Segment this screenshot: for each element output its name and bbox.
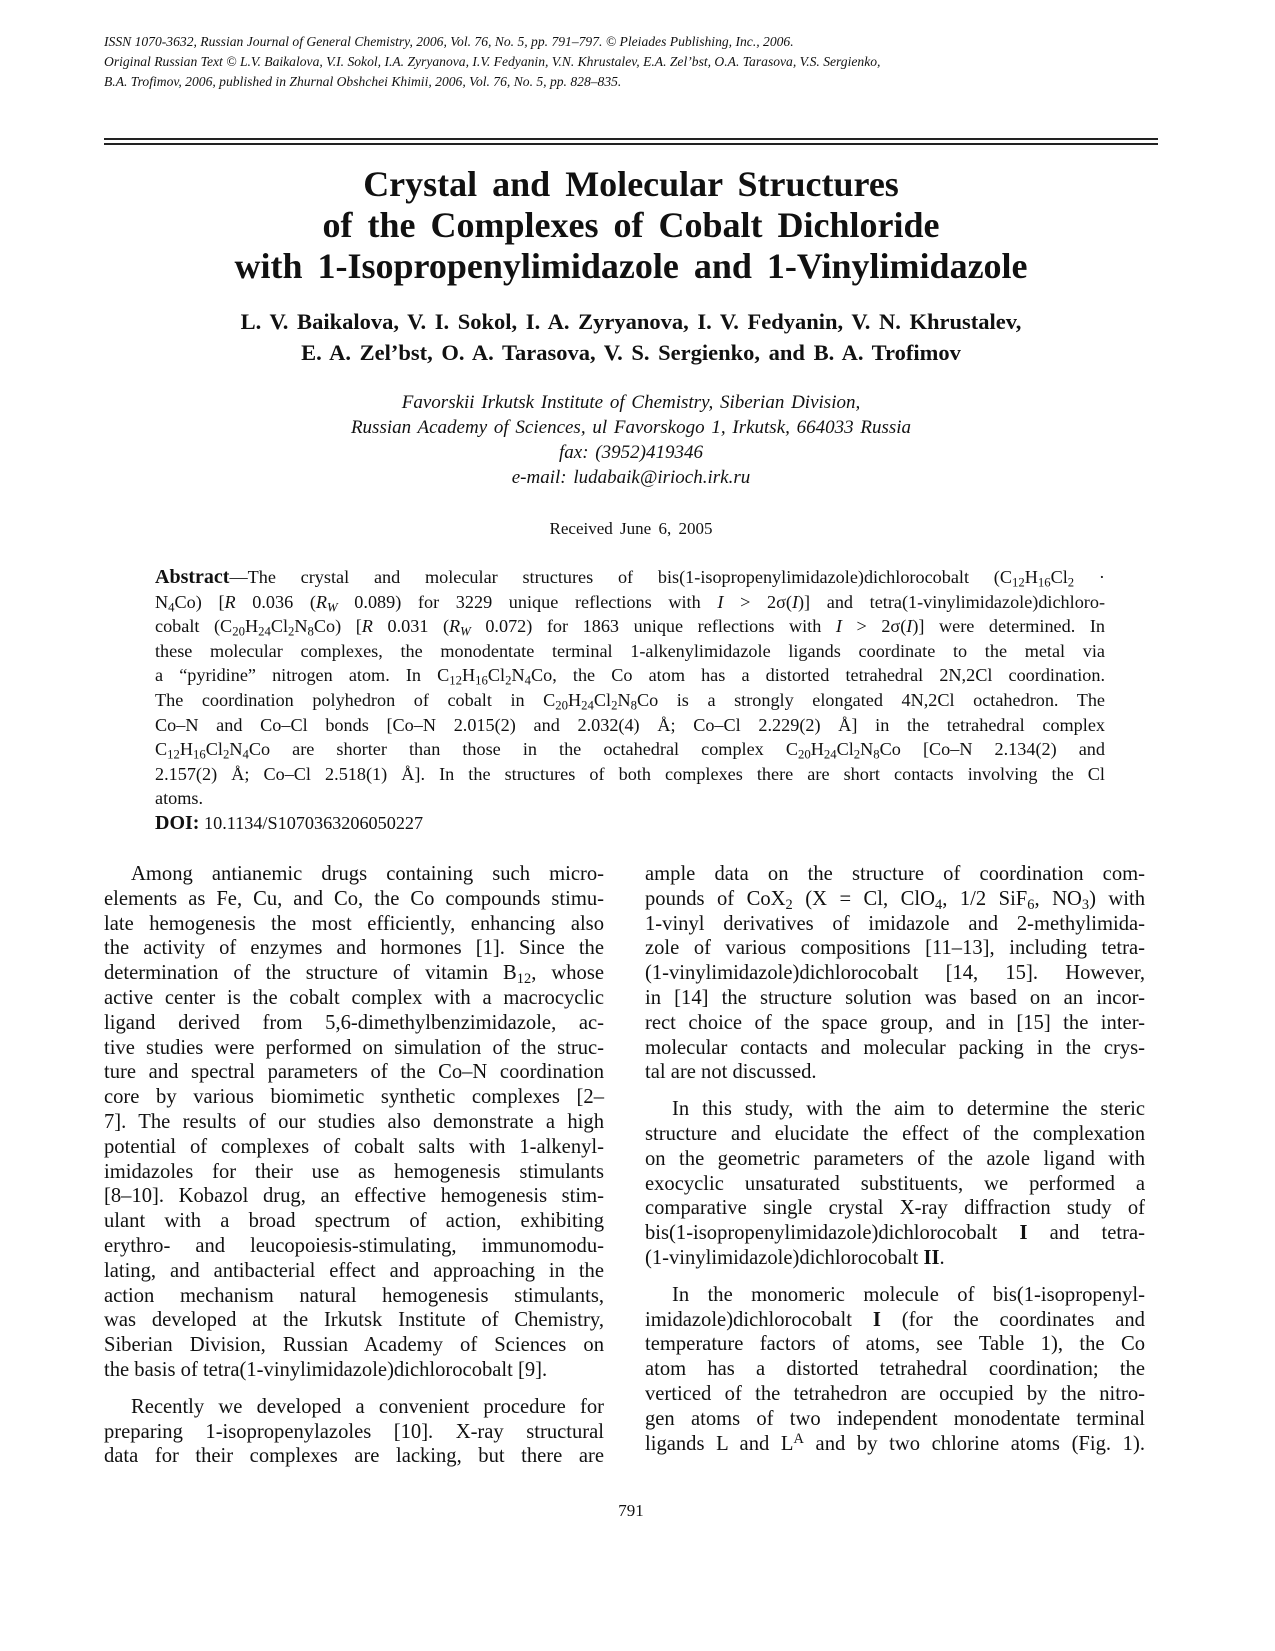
body-line: Recently we developed a convenient procedure for	[131, 1395, 604, 1418]
title-line-3: with 1-Isopropenylimidazole and 1-Vinylimidazole	[234, 246, 1028, 286]
affiliation-line-1: Favorskii Irkutsk Institute of Chemistry, Siberian Division,	[401, 392, 861, 413]
body-line: on the geometric parameters of the azole ligand with	[645, 1147, 1145, 1170]
body-line: data for their complexes are lacking, but there are	[104, 1445, 604, 1468]
running-header	[104, 32, 1158, 92]
paragraph-gap	[645, 1271, 1145, 1283]
authors-line-1: L. V. Baikalova, V. I. Sokol, I. A. Zyryanova, I. V. Fedyanin, V. N. Khrustalev,	[240, 309, 1022, 334]
doi-value: 10.1134/S1070363206050227	[204, 812, 424, 833]
abstract-line: $C_{12}H_{16}Cl_2N_4Co$ are shorter than those in the octahedral complex $C_{20}H_{24}Cl_2N_8Co$ [Co–N 2.134(2) and	[155, 739, 1105, 762]
body-line: potential of complexes of cobalt salts with 1-alkenyl-	[104, 1135, 604, 1158]
body-line: lating, and antibacterial effect and approaching in the	[104, 1259, 604, 1282]
body-line: Among antianemic drugs containing such micro-	[131, 863, 604, 885]
body-line: 7]. The results of our studies also demonstrate a high	[104, 1110, 604, 1133]
body-line: gen atoms of two independent monodentate terminal	[645, 1407, 1145, 1430]
body-line: structure and elucidate the effect of the complexation	[645, 1122, 1145, 1145]
body-line: ture and spectral parameters of the Co–N coordination	[104, 1061, 604, 1084]
abstract-line: these molecular complexes, the monodentate terminal 1-alkenylimidazole ligands coordinate to the metal via	[155, 640, 1105, 661]
body-line: preparing 1-isopropenylazoles [10]. X-ray structural	[104, 1420, 604, 1443]
header-line-3: B.A. Trofimov, 2006, published in Zhurnal Obshchei Khimii, 2006, Vol. 76, No. 5, pp. 828–835.	[104, 74, 622, 89]
body-line: rect choice of the space group, and in [15] the inter-	[645, 1011, 1145, 1034]
body-line: [8–10]. Kobazol drug, an effective hemogenesis stim-	[104, 1185, 604, 1208]
article-title	[104, 164, 1158, 287]
affiliation	[104, 390, 1158, 490]
body-line: ligands L and $L^A$ and by two chlorine atoms (Fig. 1).	[645, 1430, 1145, 1455]
abstract-line: atoms.	[155, 788, 203, 809]
abstract-line: 2.157(2) Å; Co–Cl 2.518(1) Å]. In the structures of both complexes there are short contacts involving the Cl	[155, 763, 1105, 784]
abstract	[155, 565, 1105, 836]
body-line: elements as Fe, Cu, and Co, the Co compounds stimu-	[104, 887, 604, 910]
body-line: tal are not discussed.	[645, 1061, 817, 1084]
body-line: core by various biomimetic synthetic complexes [2–	[104, 1086, 604, 1109]
body-line: zole of various compositions [11–13], including tetra-	[645, 937, 1145, 960]
body-line: determination of the structure of vitamin $B_{12}$, whose	[104, 962, 604, 988]
affiliation-line-2: Russian Academy of Sciences, ul Favorskogo 1, Irkutsk, 664033 Russia	[350, 417, 912, 438]
abstract-line: Co–N and Co–Cl bonds [Co–N 2.015(2) and 2.032(4) Å; Co–Cl 2.229(2) Å] in the tetrahedral complex	[155, 714, 1105, 735]
body-column-right	[645, 862, 1145, 1456]
body-line: atom has a distorted tetrahedral coordination; the	[645, 1358, 1145, 1381]
body-line: comparative single crystal X-ray diffraction study of	[645, 1197, 1145, 1220]
paragraph-gap	[645, 1085, 1145, 1097]
body-line: tive studies were performed on simulation of the struc-	[104, 1036, 604, 1059]
title-line-2: of the Complexes of Cobalt Dichloride	[322, 205, 940, 245]
header-line-2: Original Russian Text © L.V. Baikalova, V.I. Sokol, I.A. Zyryanova, I.V. Fedyanin, V.N. Khrustalev, E.A. Zel’bst, O.A. Tarasova, V.S. Sergienko,	[104, 54, 881, 69]
body-line: ample data on the structure of coordination com-	[645, 863, 1145, 885]
body-line: (1-vinylimidazole)dichlorocobalt II.	[645, 1246, 945, 1269]
body-line: late hemogenesis the most efficiently, enhancing also	[104, 912, 604, 935]
abstract-line: $N_4Co$) [R 0.036 ($R_W$ 0.089) for 3229 unique reflections with I > 2σ(I)] and tetra(1-vinylimidazole)dichloro-	[155, 591, 1106, 615]
title-line-1: Crystal and Molecular Structures	[363, 164, 899, 204]
body-line: pounds of CoX$_2$ (X = Cl, ClO$_4$, 1/2 SiF$_6$, $NO_3$) with	[645, 887, 1146, 913]
body-line: ligand derived from 5,6-dimethylbenzimidazole, ac-	[104, 1011, 604, 1034]
body-line: action mechanism natural hemogenesis stimulants,	[104, 1284, 604, 1307]
body-line: in [14] the structure solution was based on an incor-	[645, 986, 1145, 1009]
abstract-line: a “pyridine” nitrogen atom. In $C_{12}H_{16}Cl_2N_4Co$, the Co atom has a distorted tetrahedral 2N,2Cl coordination.	[155, 665, 1105, 688]
body-line: bis(1-isopropenylimidazole)dichlorocobalt I and tetra-	[645, 1222, 1145, 1245]
header-line-1: ISSN 1070-3632, Russian Journal of General Chemistry, 2006, Vol. 76, No. 5, pp. 791–797. © Pleiades Publishing, Inc., 2006.	[104, 34, 794, 49]
author-list	[104, 306, 1158, 368]
body-line: was developed at the Irkutsk Institute of Chemistry,	[104, 1309, 604, 1332]
body-line: active center is the cobalt complex with a macrocyclic	[104, 986, 604, 1009]
paragraph-gap	[104, 1383, 604, 1395]
body-line: erythro- and leucopoiesis-stimulating, immunomodu-	[104, 1234, 604, 1257]
body-line: imidazole)dichlorocobalt I (for the coordinates and	[645, 1308, 1145, 1331]
body-line: verticed of the tetrahedron are occupied by the nitro-	[645, 1382, 1145, 1405]
body-line: imidazoles for their use as hemogenesis stimulants	[104, 1160, 604, 1183]
body-line: the basis of tetra(1-vinylimidazole)dichlorocobalt [9].	[104, 1358, 548, 1381]
authors-line-2: E. A. Zel’bst, O. A. Tarasova, V. S. Sergienko, and B. A. Trofimov	[301, 340, 961, 365]
body-line: molecular contacts and molecular packing in the crys-	[645, 1036, 1145, 1059]
doi-line	[155, 811, 1105, 836]
body-line: the activity of enzymes and hormones [1]. Since the	[104, 937, 604, 960]
doi-label: DOI:	[155, 811, 200, 834]
body-column-left	[104, 862, 604, 1469]
abstract-label: Abstract	[155, 566, 230, 588]
abstract-line: Abstract—The crystal and molecular structures of bis(1-isopropenylimidazole)dichlorocobalt ($C_{12}H_{16}Cl_2$ ·	[155, 566, 1105, 590]
header-rule-bottom	[104, 143, 1158, 145]
abstract-line: The coordination polyhedron of cobalt in $C_{20}H_{24}Cl_2N_8Co$ is a strongly elongated 4N,2Cl octahedron. The	[155, 689, 1105, 713]
body-line: In the monomeric molecule of bis(1-isopropenyl-	[672, 1283, 1145, 1306]
body-line: Siberian Division, Russian Academy of Sciences on	[104, 1334, 604, 1357]
body-line: temperature factors of atoms, see Table 1), the Co	[645, 1333, 1145, 1356]
body-line: 1-vinyl derivatives of imidazole and 2-methylimida-	[645, 912, 1145, 935]
abstract-line: cobalt $(C_{20}H_{24}Cl_2N_8Co)$ [R 0.031 ($R_W$ 0.072) for 1863 unique reflections with I > 2σ(I)] were determined. In	[155, 616, 1105, 639]
page-number: 791	[618, 1501, 644, 1520]
affiliation-email: e-mail: ludabaik@irioch.irk.ru	[511, 467, 751, 488]
received-date: Received June 6, 2005	[549, 519, 713, 538]
body-line: ulant with a broad spectrum of action, exhibiting	[104, 1210, 604, 1233]
body-line: exocyclic unsaturated substituents, we performed a	[645, 1172, 1145, 1195]
header-rule-top	[104, 138, 1158, 140]
body-line: In this study, with the aim to determine the steric	[672, 1098, 1145, 1121]
body-line: (1-vinylimidazole)dichlorocobalt [14, 15]. However,	[645, 962, 1145, 985]
affiliation-fax: fax: (3952)419346	[559, 442, 703, 463]
